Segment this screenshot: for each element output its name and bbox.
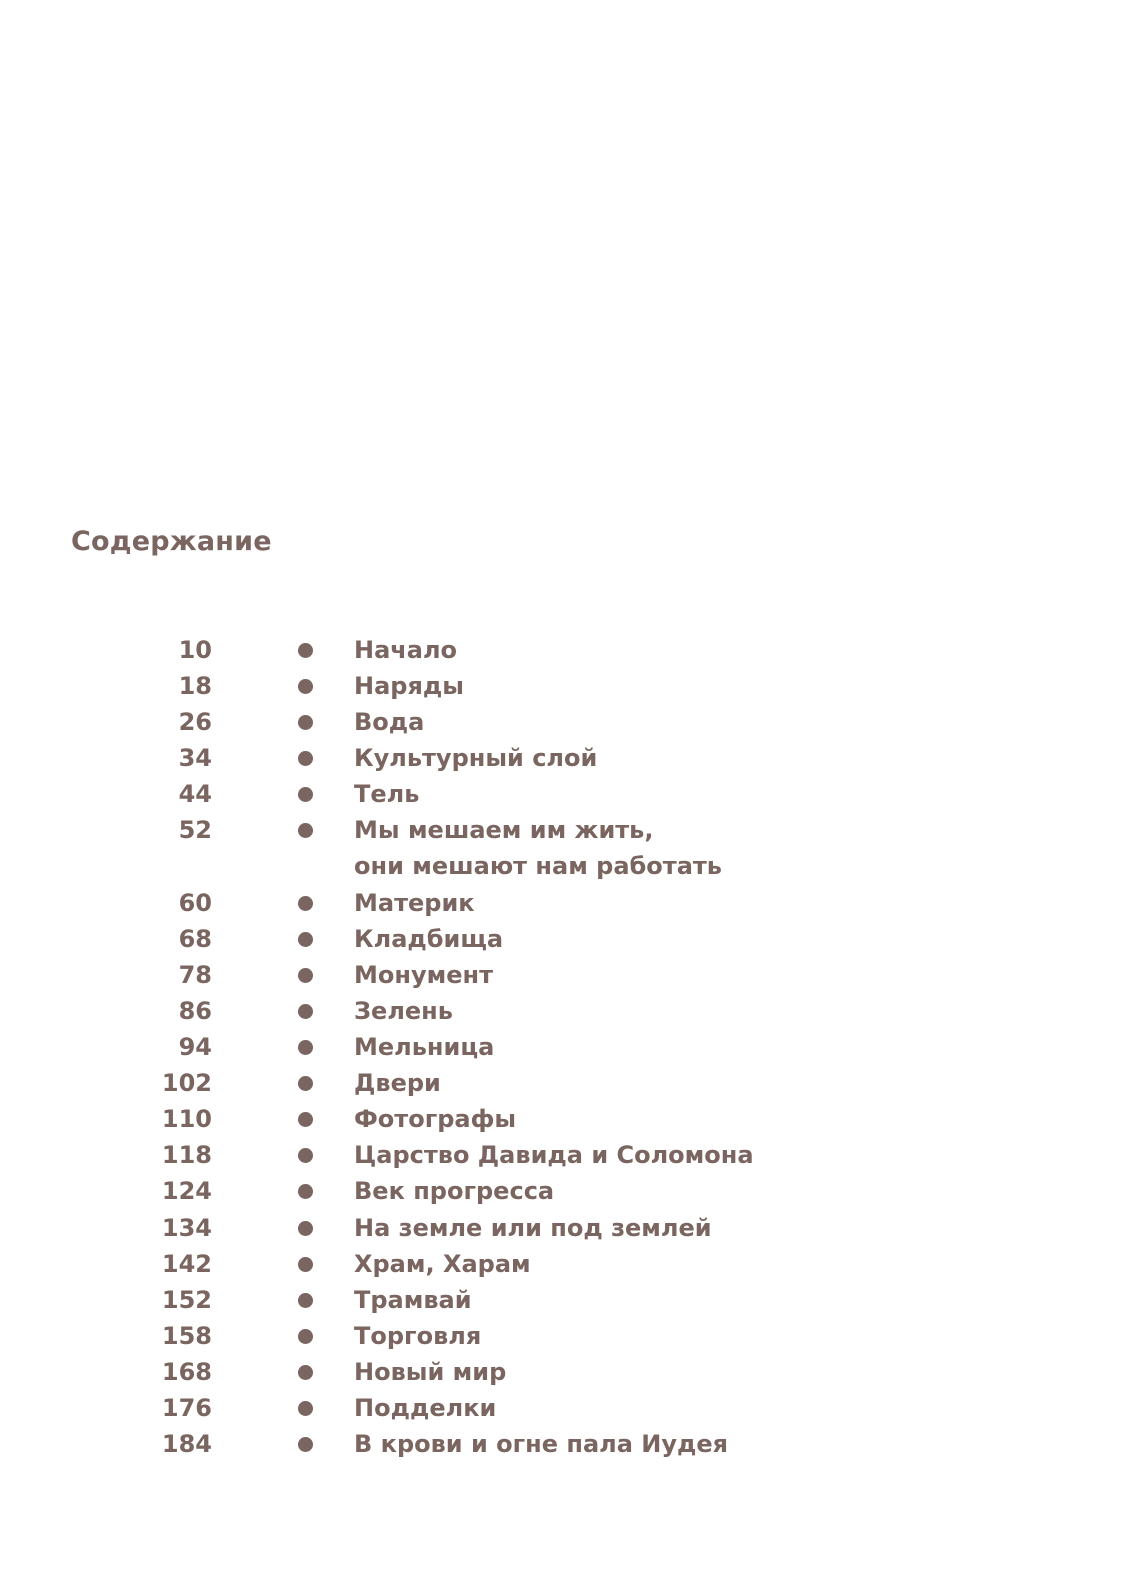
bullet-icon: [298, 896, 313, 911]
page-number: 26: [178, 708, 212, 737]
toc-entry[interactable]: [0, 1137, 1128, 1173]
page-number: 168: [161, 1357, 212, 1386]
entry-title: Подделки: [354, 1393, 497, 1422]
toc-entry[interactable]: [0, 1390, 1128, 1426]
entry-title: Царство Давида и Соломона: [354, 1141, 754, 1170]
toc-entry[interactable]: [0, 812, 1128, 884]
toc-entry[interactable]: [0, 921, 1128, 957]
toc-entry[interactable]: [0, 1173, 1128, 1209]
entry-title: Трамвай: [354, 1285, 472, 1314]
page-number: 34: [178, 744, 212, 773]
toc-entry[interactable]: [0, 740, 1128, 776]
toc-entry[interactable]: [0, 1101, 1128, 1137]
bullet-icon: [298, 1004, 313, 1019]
page-number: 184: [161, 1430, 212, 1459]
bullet-icon: [298, 823, 313, 838]
toc-entry[interactable]: [0, 1210, 1128, 1246]
toc-entry[interactable]: [0, 993, 1128, 1029]
toc-entry[interactable]: [0, 704, 1128, 740]
toc-entry[interactable]: [0, 1426, 1128, 1462]
entry-title: Фотографы: [354, 1105, 517, 1134]
bullet-icon: [298, 1148, 313, 1163]
toc-entry[interactable]: [0, 1246, 1128, 1282]
bullet-icon: [298, 1329, 313, 1344]
entry-title: Торговля: [354, 1321, 482, 1350]
bullet-icon: [298, 1184, 313, 1199]
page-number: 68: [178, 924, 212, 953]
toc-entry[interactable]: [0, 776, 1128, 812]
entry-title: Век прогресса: [354, 1177, 555, 1206]
entry-title-line-1: Мы мешаем им жить,: [354, 816, 654, 845]
page-number: 44: [178, 780, 212, 809]
bullet-icon: [298, 1221, 313, 1236]
entry-title-line-2: они мешают нам работать: [354, 852, 722, 881]
page-number: 110: [161, 1105, 212, 1134]
bullet-icon: [298, 968, 313, 983]
entry-title: Мельница: [354, 1033, 495, 1062]
entry-title: Культурный слой: [354, 744, 598, 773]
entry-title: Кладбища: [354, 924, 504, 953]
entry-title: Зелень: [354, 996, 453, 1025]
page-number: 60: [178, 888, 212, 917]
page-number: 158: [161, 1321, 212, 1350]
bullet-icon: [298, 1365, 313, 1380]
page-number: 52: [178, 816, 212, 845]
bullet-icon: [298, 1257, 313, 1272]
bullet-icon: [298, 1293, 313, 1308]
bullet-icon: [298, 643, 313, 658]
bullet-icon: [298, 1437, 313, 1452]
page-number: 18: [178, 672, 212, 701]
entry-title: В крови и огне пала Иудея: [354, 1430, 729, 1459]
toc-entry[interactable]: [0, 1065, 1128, 1101]
bullet-icon: [298, 1040, 313, 1055]
page-number: 124: [161, 1177, 212, 1206]
entry-title: Двери: [354, 1069, 441, 1098]
toc-entry[interactable]: [0, 957, 1128, 993]
bullet-icon: [298, 751, 313, 766]
toc-entry[interactable]: [0, 632, 1128, 668]
page-number: 10: [178, 636, 212, 664]
page-title: Содержание: [71, 526, 272, 557]
toc-entry[interactable]: [0, 1354, 1128, 1390]
bullet-icon: [298, 1401, 313, 1416]
entry-title: На земле или под землей: [354, 1213, 712, 1242]
page-number: 86: [178, 996, 212, 1025]
entry-title: Начало: [354, 636, 458, 664]
entry-title: Материк: [354, 888, 475, 917]
bullet-icon: [298, 1112, 313, 1127]
bullet-icon: [298, 715, 313, 730]
bullet-icon: [298, 932, 313, 947]
toc-entry[interactable]: [0, 1029, 1128, 1065]
page-number: 78: [178, 960, 212, 989]
page-number: 118: [161, 1141, 212, 1170]
entry-title: [354, 812, 722, 884]
table-of-contents: [0, 632, 1128, 1462]
entry-title: Наряды: [354, 672, 464, 701]
page-number: 94: [178, 1033, 212, 1062]
toc-entry[interactable]: [0, 1318, 1128, 1354]
bullet-icon: [298, 787, 313, 802]
entry-title: Новый мир: [354, 1357, 507, 1386]
entry-title: Тель: [354, 780, 420, 809]
entry-title: Вода: [354, 708, 425, 737]
bullet-icon: [298, 1076, 313, 1091]
page-number: 142: [161, 1249, 212, 1278]
bullet-icon: [298, 679, 313, 694]
entry-title: Монумент: [354, 960, 493, 989]
page-number: 152: [161, 1285, 212, 1314]
page-number: 176: [161, 1393, 212, 1422]
entry-title: Храм, Харам: [354, 1249, 531, 1278]
page-number: 102: [161, 1069, 212, 1098]
toc-entry[interactable]: [0, 1282, 1128, 1318]
page-number: 134: [161, 1213, 212, 1242]
toc-entry[interactable]: [0, 885, 1128, 921]
toc-entry[interactable]: [0, 668, 1128, 704]
